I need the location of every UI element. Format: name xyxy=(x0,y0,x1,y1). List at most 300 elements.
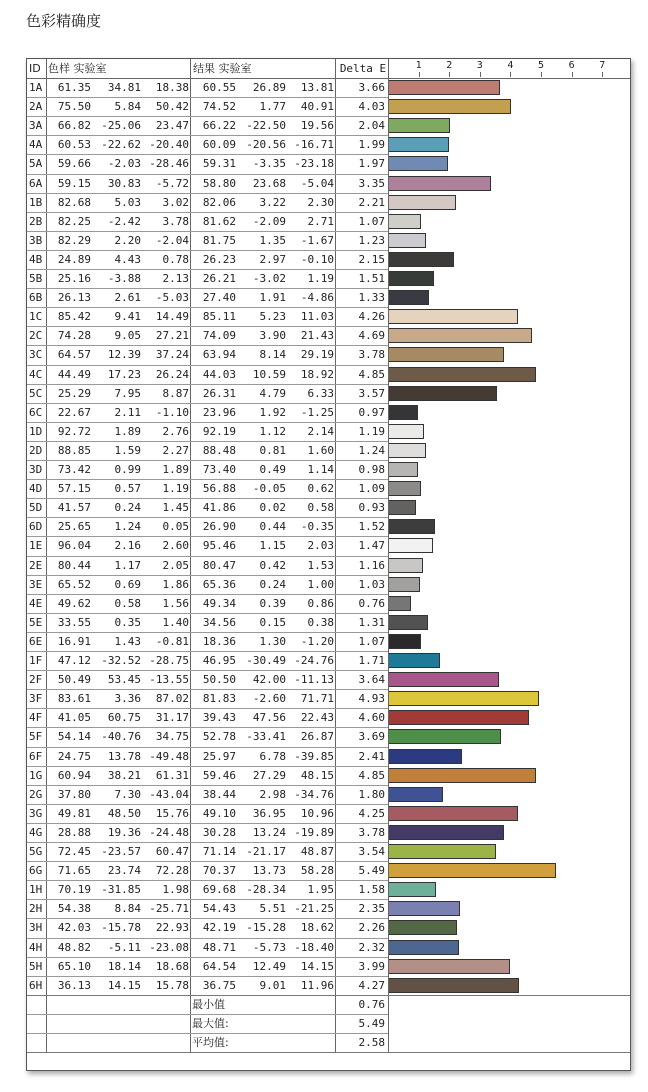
sample-a: -5.11 xyxy=(107,940,141,954)
cell-id: 6F xyxy=(29,749,43,763)
delta-e-bar xyxy=(388,481,421,496)
result-l: 34.56 xyxy=(202,615,236,629)
sample-b: 0.78 xyxy=(162,252,189,266)
header-sample-lab: 色样 实验室 xyxy=(48,62,107,75)
result-b: -0.10 xyxy=(300,252,334,266)
page-title: 色彩精确度 xyxy=(26,12,102,30)
result-b: 2.14 xyxy=(307,424,334,438)
sample-l: 36.13 xyxy=(57,978,91,992)
delta-e-bar xyxy=(388,252,454,267)
cell-id: 2D xyxy=(29,443,43,457)
header-delta-e: Delta E xyxy=(339,62,387,75)
delta-e-bar xyxy=(388,882,436,897)
result-a: -0.05 xyxy=(252,482,286,496)
delta-e-bar xyxy=(388,940,459,955)
axis-tick-mark xyxy=(510,72,511,77)
cell-id: 6D xyxy=(29,520,43,534)
row-divider xyxy=(27,556,388,557)
row-divider xyxy=(27,307,388,308)
row-divider xyxy=(27,441,388,442)
result-a: 23.68 xyxy=(252,176,286,190)
sample-l: 49.81 xyxy=(57,806,91,820)
delta-e-bar xyxy=(388,176,491,191)
sample-a: 5.84 xyxy=(114,100,141,114)
sample-a: 0.69 xyxy=(114,577,141,591)
cell-id: 1E xyxy=(29,539,43,553)
cell-id: 5A xyxy=(29,157,43,171)
sample-a: 2.16 xyxy=(114,539,141,553)
result-b: 6.33 xyxy=(307,386,334,400)
sample-a: 0.58 xyxy=(114,596,141,610)
result-b: 48.15 xyxy=(300,768,334,782)
delta-e-value: 1.58 xyxy=(358,883,385,897)
table-row xyxy=(27,97,630,116)
axis-tick-label: 1 xyxy=(415,60,422,71)
sample-b: 1.40 xyxy=(162,615,189,629)
sample-a: -31.85 xyxy=(101,883,141,897)
summary-row xyxy=(27,995,630,1014)
delta-e-value: 3.78 xyxy=(358,348,385,362)
result-b: -0.35 xyxy=(300,520,334,534)
delta-e-value: 3.54 xyxy=(358,845,385,858)
result-l: 63.94 xyxy=(202,348,236,362)
cell-id: 2G xyxy=(29,787,43,801)
result-l: 26.90 xyxy=(202,520,236,534)
sample-l: 72.45 xyxy=(57,845,91,858)
delta-e-bar xyxy=(388,347,504,362)
sample-a: 1.43 xyxy=(114,634,141,648)
result-l: 25.97 xyxy=(202,749,236,763)
delta-e-value: 2.41 xyxy=(358,749,385,763)
sample-b: 14.49 xyxy=(155,310,189,324)
sample-l: 82.25 xyxy=(57,214,91,228)
sample-l: 42.03 xyxy=(57,921,91,935)
table-row xyxy=(27,365,630,384)
sample-b: 1.86 xyxy=(162,577,189,591)
result-l: 49.34 xyxy=(202,596,236,610)
delta-e-value: 2.35 xyxy=(358,902,385,916)
sample-b: 1.56 xyxy=(162,596,189,610)
sample-b: -43.04 xyxy=(149,787,189,801)
result-b: 71.71 xyxy=(300,692,334,706)
table-row xyxy=(27,288,630,307)
result-l: 59.46 xyxy=(202,768,236,782)
table-row xyxy=(27,345,630,364)
axis-tick-label: 3 xyxy=(476,60,483,71)
cell-id: 6H xyxy=(29,978,43,992)
sample-b: 2.13 xyxy=(162,272,189,285)
row-divider xyxy=(27,231,388,232)
result-b: -23.18 xyxy=(294,157,334,171)
delta-e-bar xyxy=(388,672,499,687)
sample-l: 37.80 xyxy=(57,787,91,801)
column-divider xyxy=(388,59,389,1052)
table-row xyxy=(27,193,630,212)
result-b: -4.86 xyxy=(300,291,334,305)
axis-tick-label: 5 xyxy=(538,60,545,71)
row-divider xyxy=(27,536,388,537)
axis-tick-mark xyxy=(572,72,573,77)
delta-e-bar xyxy=(388,443,426,458)
delta-e-value: 3.57 xyxy=(358,386,385,400)
sample-a: 19.36 xyxy=(107,825,141,839)
result-a: 1.15 xyxy=(259,539,286,553)
sample-l: 82.68 xyxy=(57,195,91,209)
sample-l: 28.88 xyxy=(57,825,91,839)
sample-b: -28.75 xyxy=(149,654,189,667)
sample-a: -32.52 xyxy=(101,654,141,667)
table-row xyxy=(27,556,630,575)
result-l: 74.52 xyxy=(202,100,236,114)
delta-e-value: 2.21 xyxy=(358,195,385,209)
sample-l: 25.65 xyxy=(57,520,91,534)
sample-a: 53.45 xyxy=(107,673,141,687)
sample-l: 82.29 xyxy=(57,233,91,247)
delta-e-value: 1.07 xyxy=(358,634,385,648)
result-a: 1.77 xyxy=(259,100,286,114)
row-divider xyxy=(27,517,388,518)
result-l: 81.83 xyxy=(202,692,236,706)
sample-b: -28.46 xyxy=(149,157,189,171)
delta-e-value: 2.15 xyxy=(358,252,385,266)
row-divider xyxy=(27,97,388,98)
delta-e-bar xyxy=(388,959,510,974)
delta-e-bar xyxy=(388,309,518,324)
sample-a: 30.83 xyxy=(107,176,141,190)
row-divider xyxy=(27,632,388,633)
sample-b: 22.93 xyxy=(155,921,189,935)
delta-e-value: 1.23 xyxy=(358,233,385,247)
sample-a: 8.84 xyxy=(114,902,141,916)
row-divider xyxy=(27,938,388,939)
delta-e-bar xyxy=(388,978,519,993)
row-divider xyxy=(27,326,388,327)
sample-l: 47.12 xyxy=(57,654,91,667)
table-row xyxy=(27,479,630,498)
result-b: 1.95 xyxy=(307,883,334,897)
result-l: 74.09 xyxy=(202,329,236,343)
result-l: 66.22 xyxy=(202,119,236,133)
result-a: 9.01 xyxy=(259,978,286,992)
axis-tick-mark xyxy=(449,72,450,77)
result-a: 0.15 xyxy=(259,615,286,629)
sample-l: 49.62 xyxy=(57,596,91,610)
cell-id: 3F xyxy=(29,692,43,706)
result-a: 1.35 xyxy=(259,233,286,247)
result-b: 0.86 xyxy=(307,596,334,610)
delta-e-bar xyxy=(388,424,424,439)
sample-a: 0.99 xyxy=(114,463,141,476)
row-divider xyxy=(27,651,388,652)
delta-e-bar xyxy=(388,118,450,133)
table-row xyxy=(27,861,630,880)
row-divider xyxy=(27,842,388,843)
delta-e-bar xyxy=(388,386,497,401)
delta-e-value: 0.98 xyxy=(358,463,385,476)
delta-e-bar xyxy=(388,195,456,210)
delta-e-value: 1.31 xyxy=(358,615,385,629)
table-row xyxy=(27,154,630,173)
cell-id: 4F xyxy=(29,711,43,725)
sample-b: 27.21 xyxy=(155,329,189,343)
sample-l: 41.05 xyxy=(57,711,91,725)
result-l: 60.09 xyxy=(202,138,236,152)
result-b: -1.20 xyxy=(300,634,334,648)
cell-id: 6A xyxy=(29,176,43,190)
sample-b: 1.19 xyxy=(162,482,189,496)
table-row xyxy=(27,441,630,460)
table-row xyxy=(27,231,630,250)
sample-l: 24.89 xyxy=(57,252,91,266)
summary-label: 平均值: xyxy=(192,1036,229,1049)
sample-l: 16.91 xyxy=(57,634,91,648)
cell-id: 4A xyxy=(29,138,43,152)
table-row xyxy=(27,632,630,651)
sample-a: 3.36 xyxy=(114,692,141,706)
sample-b: 1.45 xyxy=(162,501,189,515)
delta-e-bar xyxy=(388,405,418,420)
result-a: 42.00 xyxy=(252,673,286,687)
delta-e-bar xyxy=(388,99,511,114)
result-a: 0.44 xyxy=(259,520,286,534)
sample-l: 54.14 xyxy=(57,730,91,744)
sample-l: 88.85 xyxy=(57,443,91,457)
axis-tick-label: 7 xyxy=(599,60,606,71)
summary-label: 最小值 xyxy=(192,997,225,1011)
table-row xyxy=(27,460,630,479)
cell-id: 5B xyxy=(29,272,43,285)
axis-tick-label: 4 xyxy=(507,60,514,71)
row-divider xyxy=(27,1014,388,1015)
result-a: 10.59 xyxy=(252,367,286,381)
row-divider xyxy=(27,766,388,767)
table-row xyxy=(27,536,630,555)
delta-e-bar xyxy=(388,80,500,95)
result-b: 2.71 xyxy=(307,214,334,228)
result-l: 46.95 xyxy=(202,654,236,667)
table-row xyxy=(27,135,630,154)
result-l: 81.62 xyxy=(202,214,236,228)
result-b: -16.71 xyxy=(294,138,334,152)
sample-b: -5.03 xyxy=(155,291,189,305)
delta-e-bar xyxy=(388,844,496,859)
result-b: -34.76 xyxy=(294,787,334,801)
delta-e-value: 1.16 xyxy=(358,558,385,572)
delta-e-value: 4.27 xyxy=(358,978,385,992)
sample-l: 65.10 xyxy=(57,959,91,973)
sample-b: 23.47 xyxy=(155,119,189,133)
sample-b: -25.71 xyxy=(149,902,189,916)
row-divider xyxy=(27,918,388,919)
result-b: 0.62 xyxy=(307,482,334,496)
sample-l: 48.82 xyxy=(57,940,91,954)
result-a: 3.22 xyxy=(259,195,286,209)
table-row xyxy=(27,613,630,632)
sample-b: 2.05 xyxy=(162,558,189,572)
result-a: -22.50 xyxy=(246,119,286,133)
delta-e-value: 2.04 xyxy=(358,119,385,133)
sample-a: 2.20 xyxy=(114,233,141,247)
table-row xyxy=(27,708,630,727)
sample-l: 41.57 xyxy=(57,501,91,515)
result-a: -20.56 xyxy=(246,138,286,152)
sample-a: 7.95 xyxy=(114,386,141,400)
result-b: 0.38 xyxy=(307,615,334,629)
result-b: -11.13 xyxy=(294,673,334,687)
delta-e-bar xyxy=(388,500,416,515)
sample-l: 92.72 xyxy=(57,424,91,438)
sample-l: 96.04 xyxy=(57,539,91,553)
row-divider xyxy=(27,613,388,614)
result-b: 10.96 xyxy=(300,806,334,820)
table-row xyxy=(27,957,630,976)
sample-l: 54.38 xyxy=(57,902,91,916)
table-row xyxy=(27,727,630,746)
sample-a: 38.21 xyxy=(107,768,141,782)
table-row xyxy=(27,842,630,861)
cell-id: 6G xyxy=(29,864,43,878)
table-row xyxy=(27,766,630,785)
cell-id: 5G xyxy=(29,845,43,858)
sample-b: 31.17 xyxy=(155,711,189,725)
cell-id: 3G xyxy=(29,806,43,820)
result-a: 0.49 xyxy=(259,463,286,476)
table-row xyxy=(27,594,630,613)
delta-e-bar xyxy=(388,615,428,630)
result-l: 36.75 xyxy=(202,978,236,992)
result-a: 1.91 xyxy=(259,291,286,305)
row-divider xyxy=(27,804,388,805)
row-divider xyxy=(27,403,388,404)
delta-e-bar xyxy=(388,863,556,878)
sample-b: 2.60 xyxy=(162,539,189,553)
sample-l: 57.15 xyxy=(57,482,91,496)
delta-e-value: 4.26 xyxy=(358,310,385,324)
result-a: -30.49 xyxy=(246,654,286,667)
delta-e-value: 2.26 xyxy=(358,921,385,935)
result-b: 18.62 xyxy=(300,921,334,935)
result-a: 1.92 xyxy=(259,405,286,419)
cell-id: 6C xyxy=(29,405,43,419)
sample-l: 26.13 xyxy=(57,291,91,305)
delta-e-value: 5.49 xyxy=(358,864,385,878)
sample-a: 0.24 xyxy=(114,501,141,515)
result-l: 81.75 xyxy=(202,233,236,247)
result-l: 42.19 xyxy=(202,921,236,935)
result-l: 59.31 xyxy=(202,157,236,171)
sample-l: 59.66 xyxy=(57,157,91,171)
result-a: 2.97 xyxy=(259,252,286,266)
delta-e-value: 4.85 xyxy=(358,367,385,381)
result-b: 14.15 xyxy=(300,959,334,973)
sample-a: 9.41 xyxy=(114,310,141,324)
delta-e-value: 1.03 xyxy=(358,577,385,591)
table-row xyxy=(27,78,630,97)
delta-e-value: 1.99 xyxy=(358,138,385,152)
delta-e-value: 3.78 xyxy=(358,825,385,839)
cell-id: 4E xyxy=(29,596,43,610)
result-b: 1.53 xyxy=(307,558,334,572)
table-row xyxy=(27,517,630,536)
result-a: 0.39 xyxy=(259,596,286,610)
cell-id: 5H xyxy=(29,959,43,973)
table-row xyxy=(27,785,630,804)
header-result-lab: 结果 实验室 xyxy=(193,62,252,75)
delta-e-value: 1.07 xyxy=(358,214,385,228)
result-l: 73.40 xyxy=(202,463,236,476)
result-b: -39.85 xyxy=(294,749,334,763)
cell-id: 5E xyxy=(29,615,43,629)
delta-e-bar xyxy=(388,156,448,171)
axis-tick-label: 2 xyxy=(446,60,453,71)
result-b: 48.87 xyxy=(300,845,334,858)
result-l: 38.44 xyxy=(202,787,236,801)
table-row xyxy=(27,403,630,422)
table-row xyxy=(27,116,630,135)
cell-id: 4D xyxy=(29,482,43,496)
delta-e-value: 3.35 xyxy=(358,176,385,190)
sample-b: -2.04 xyxy=(155,233,189,247)
cell-id: 2E xyxy=(29,558,43,572)
result-b: -1.25 xyxy=(300,405,334,419)
delta-e-bar xyxy=(388,519,435,534)
row-divider xyxy=(27,785,388,786)
delta-e-value: 4.69 xyxy=(358,329,385,343)
sample-b: -20.40 xyxy=(149,138,189,152)
result-a: 13.24 xyxy=(252,825,286,839)
axis-tick-label: 6 xyxy=(568,60,575,71)
table-row xyxy=(27,976,630,995)
delta-e-value: 4.85 xyxy=(358,768,385,782)
sample-l: 74.28 xyxy=(57,329,91,343)
result-l: 85.11 xyxy=(202,310,236,324)
summary-value: 5.49 xyxy=(358,1016,385,1030)
cell-id: 4H xyxy=(29,940,43,954)
result-a: 8.14 xyxy=(259,348,286,362)
sample-b: 72.28 xyxy=(155,864,189,878)
cell-id: 5D xyxy=(29,501,43,515)
delta-e-bar xyxy=(388,596,411,611)
sample-l: 70.19 xyxy=(57,883,91,897)
axis-tick-mark xyxy=(541,72,542,77)
delta-e-value: 0.97 xyxy=(358,405,385,419)
cell-id: 1F xyxy=(29,654,43,667)
delta-e-value: 1.80 xyxy=(358,787,385,801)
cell-id: 4B xyxy=(29,252,43,266)
sample-a: 48.50 xyxy=(107,806,141,820)
result-b: -5.04 xyxy=(300,176,334,190)
sample-b: 26.24 xyxy=(155,367,189,381)
sample-a: 23.74 xyxy=(107,864,141,878)
sample-l: 61.35 xyxy=(57,81,91,94)
row-divider xyxy=(27,880,388,881)
row-divider xyxy=(27,460,388,461)
delta-e-bar xyxy=(388,806,518,821)
sample-a: 60.75 xyxy=(107,711,141,725)
sample-l: 65.52 xyxy=(57,577,91,591)
header-id: ID xyxy=(29,62,41,75)
sample-a: 1.59 xyxy=(114,443,141,457)
sample-b: 3.78 xyxy=(162,214,189,228)
sample-l: 64.57 xyxy=(57,348,91,362)
row-divider xyxy=(27,422,388,423)
sample-b: 2.27 xyxy=(162,443,189,457)
result-b: 21.43 xyxy=(300,329,334,343)
sample-b: 2.76 xyxy=(162,424,189,438)
sample-b: 18.38 xyxy=(155,81,189,94)
table-row xyxy=(27,212,630,231)
result-a: 0.24 xyxy=(259,577,286,591)
